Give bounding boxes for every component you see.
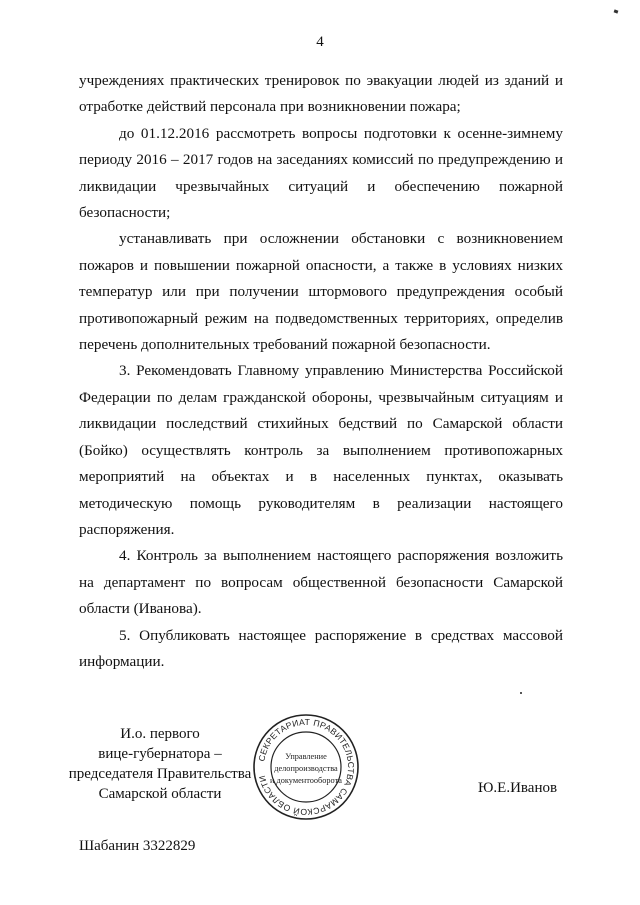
- paragraph-fire-regime: устанавливать при осложнении обстановки с возникновением пожаров и повышении пожарной опасности, а также в условиях низких температур или при получении штормового предупреждения особый противопожарный режим на подведомственных территориях, определив перечень дополнительных требований пожарной безопасности.: [79, 230, 563, 354]
- scan-mark: [614, 9, 619, 13]
- executor-contact: Шабанин 3322829: [79, 838, 196, 854]
- seal-ring-text: СЕКРЕТАРИАТ ПРАВИТЕЛЬСТВА САМАРСКОЙ ОБЛАСТИ: [256, 716, 357, 818]
- paragraph-deadline: до 01.12.2016 рассмотреть вопросы подготовки к осенне-зимнему периоду 2016 – 2017 годов на заседаниях комиссий по предупреждению и ликвидации чрезвычайных ситуаций и обеспечению пожарной безопасности;: [79, 124, 563, 222]
- signatory-line-2: вице-губернатора –: [98, 746, 222, 762]
- document-body: [79, 68, 563, 675]
- signatory-line-3: председателя Правительства: [68, 766, 252, 782]
- seal-center-line-1: Управление: [285, 752, 327, 761]
- paragraph-item-4: 4. Контроль за выполнением настоящего распоряжения возложить на департамент по вопросам общественной безопасности Самарской области (Иванова).: [79, 547, 563, 618]
- scan-dot: [520, 692, 522, 694]
- paragraph-continuation: учреждениях практических тренировок по эвакуации людей из зданий и отработке действий персонала при возникновении пожара;: [79, 72, 563, 116]
- page-number: 4: [316, 34, 324, 50]
- paragraph-item-3: 3. Рекомендовать Главному управлению Министерства Российской Федерации по делам гражданской обороны, чрезвычайным ситуациям и ликвидации последствий стихийных бедствий по Самарской области (Бойко) осуществлять контроль за выполнением противопожарных мероприятий на объектах и в населенных пунктах, оказывать методическую помощь руководителям в реализации настоящего распоряжения.: [79, 362, 563, 538]
- signatory-line-1: И.о. первого: [120, 726, 200, 742]
- signatory-line-4: Самарской области: [98, 786, 222, 802]
- signatory-title: [60, 724, 260, 804]
- official-seal-stamp: [252, 713, 360, 821]
- paragraph-item-5: 5. Опубликовать настоящее распоряжение в средствах массовой информации.: [79, 626, 563, 670]
- signatory-name: Ю.Е.Иванов: [478, 780, 558, 796]
- seal-center-line-3: и документооборота: [270, 776, 342, 785]
- seal-center-line-2: делопроизводства: [274, 764, 338, 773]
